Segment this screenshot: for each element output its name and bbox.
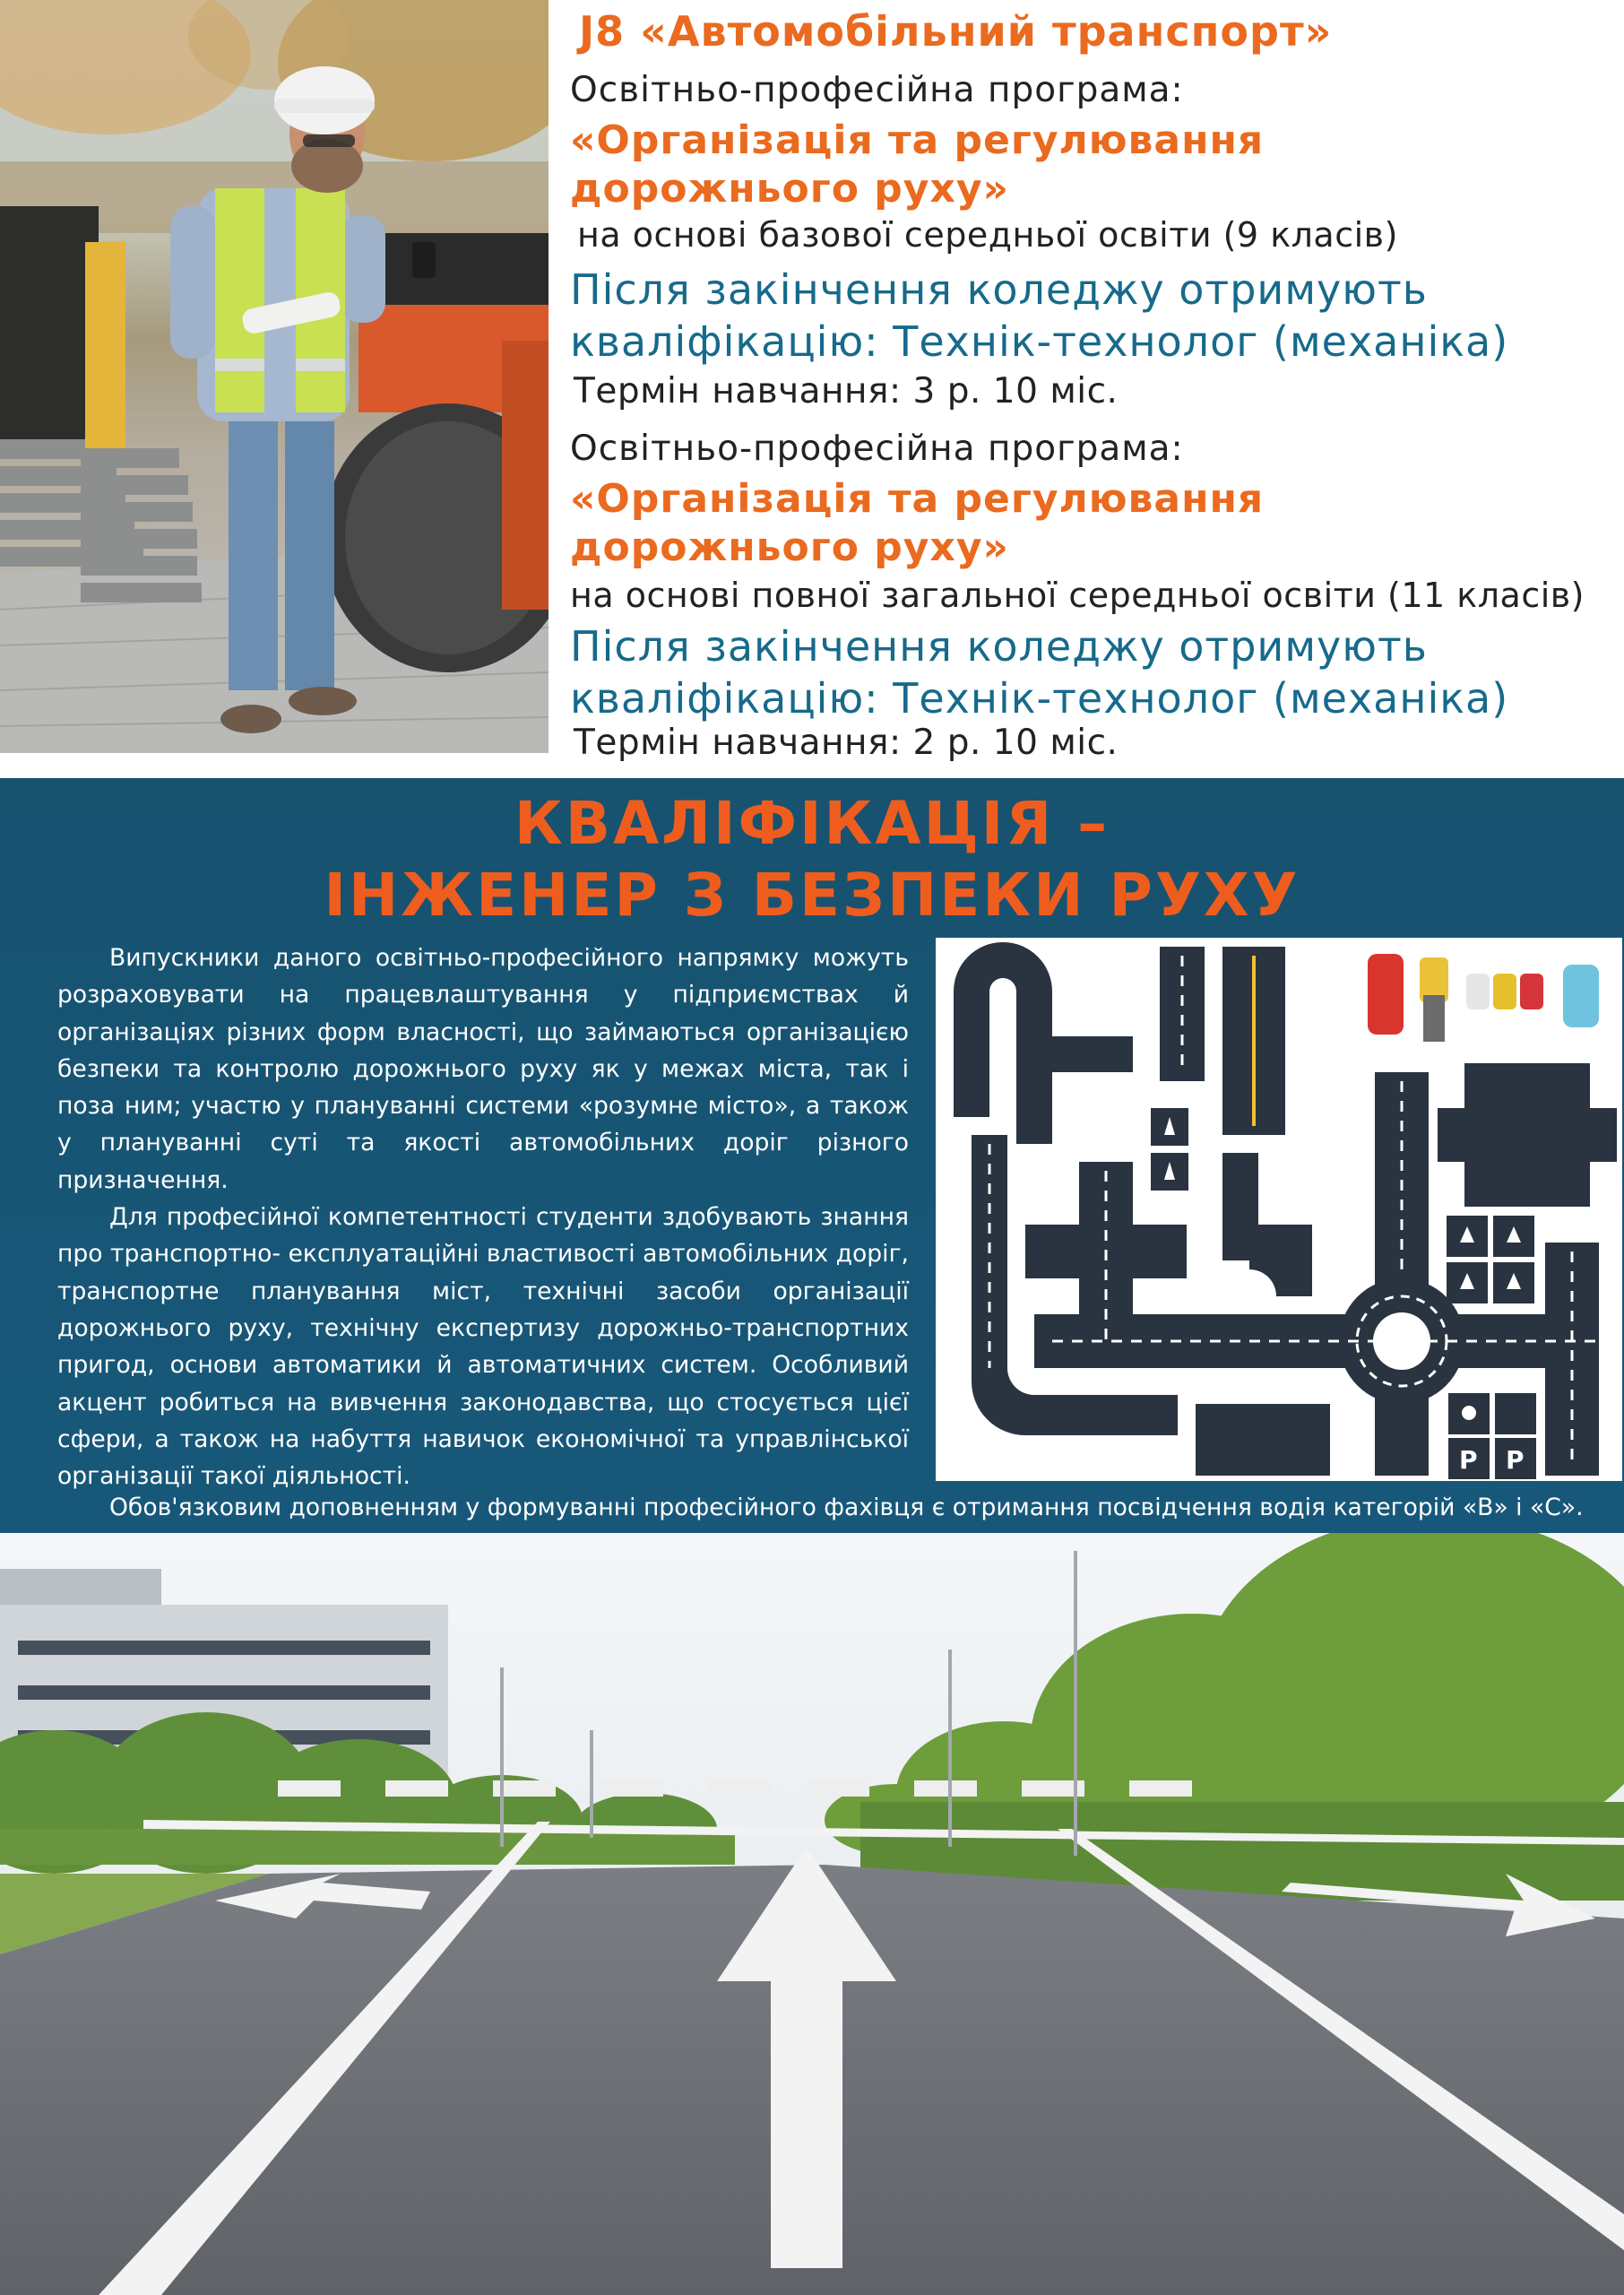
highway-photo (0, 1533, 1624, 2295)
engineer-photo (0, 0, 549, 753)
program-1-term: Термін навчання: 3 р. 10 міс. (574, 371, 1119, 411)
program-2-qualification-line1: Після закінчення коледжу отримують (570, 622, 1428, 671)
program-2-label: Освітньо-професійна програма: (570, 429, 1184, 469)
road-map-graphic (936, 938, 1622, 1481)
parking-sign-text: P (1506, 1445, 1525, 1475)
program-1-basis: на основі базової середньої освіти (9 класів) (577, 215, 1398, 255)
section-heading-line1: КВАЛІФІКАЦІЯ – (514, 789, 1110, 858)
program-1-name-line2: дорожнього руху» (570, 166, 1009, 212)
section-heading-line2: ІНЖЕНЕР З БЕЗПЕКИ РУХУ (324, 861, 1300, 930)
driver-license-note: Обов'язковим доповненням у формуванні професійного фахівця є отримання посвідчення водія категорій «В» і «С». (109, 1494, 1584, 1521)
engineer-illustration (0, 0, 549, 753)
program-2-qualification-line2: кваліфікацію: Технік-технолог (механіка) (570, 674, 1509, 723)
program-1-qualification-line1: Після закінчення коледжу отримують (570, 265, 1428, 314)
parking-sign-text-2: P (1459, 1445, 1478, 1475)
accessible-parking-icon (1462, 1406, 1476, 1420)
highway-illustration (0, 1533, 1624, 2295)
program-1-name-line1: «Організація та регулювання (570, 117, 1265, 163)
description-paragraph-1: Випускники даного освітньо-професійного напрямку можуть розраховувати на працевлаштування у підприємствах й організаціях різних форм власності, що займаються організацією безпеки та контролю дорожнього руху як у межах міста, так і поза ним; участю у плануванні системи «розумне місто», а також у плануванні суті та якості автомобільних доріг різного призначення. (57, 944, 909, 1194)
description-paragraph-2: Для професійної компетентності студенти здобувають знання про транспортно- експлуатаційні властивості автомобільних доріг, транспортне планування міст, технічні засоби організації дорожнього руху, технічну експертизу дорожньо-транспортних пригод, основи автоматики й автоматичних систем. Особливий акцент робиться на вивчення законодавства, що стосується цієї сфери, а також на набуття навичок економічної та управлінської організації такої діяльності. (57, 1203, 909, 1491)
program-1-label: Освітньо-професійна програма: (570, 70, 1184, 110)
program-2-name-line1: «Організація та регулювання (570, 476, 1265, 522)
program-2-name-line2: дорожнього руху» (570, 524, 1009, 570)
program-2-basis: на основі повної загальної середньої освіти (11 класів) (570, 576, 1585, 615)
career-description (57, 940, 909, 1494)
program-1-qualification-line2: кваліфікацію: Технік-технолог (механіка) (570, 317, 1509, 366)
program-2-term: Термін навчання: 2 р. 10 міс. (574, 723, 1119, 763)
road-elements-illustration (936, 938, 1622, 1481)
specialty-title: J8 «Автомобільний транспорт» (579, 7, 1333, 56)
